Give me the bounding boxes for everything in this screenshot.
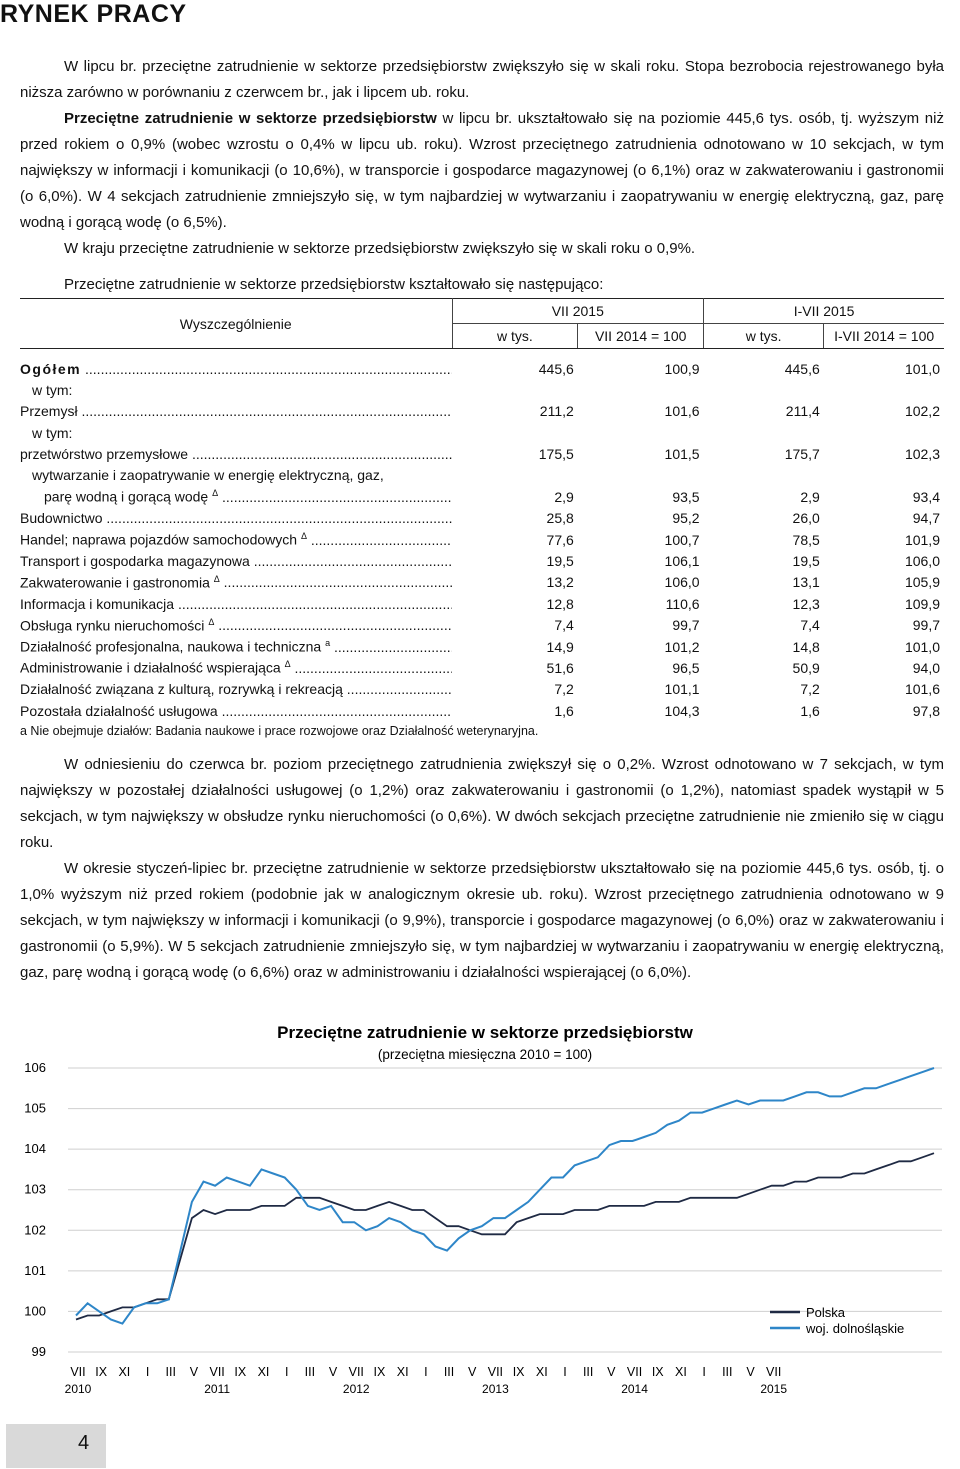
row-label xyxy=(20,548,452,569)
x-tick-label: XI xyxy=(675,1365,687,1379)
x-tick-label: V xyxy=(468,1365,477,1379)
table-row xyxy=(20,676,944,697)
x-tick-label: VII xyxy=(487,1365,504,1379)
table-row xyxy=(20,697,944,718)
row-label-text: Pozostała działalność usługowa xyxy=(20,702,218,719)
body-text xyxy=(20,752,944,986)
table-row xyxy=(20,462,944,483)
x-year-label: 2010 xyxy=(64,1382,92,1396)
row-label-text: Administrowanie i działalność wspierająca xyxy=(20,659,281,676)
table-cell xyxy=(704,419,824,440)
row-label xyxy=(20,505,452,526)
row-label xyxy=(20,483,452,504)
row-label-text: Ogółem xyxy=(20,360,82,377)
table-cell xyxy=(452,419,578,440)
x-tick-label: V xyxy=(328,1365,338,1379)
legend-label: Polska xyxy=(806,1305,846,1320)
section-title: RYNEK PRACY xyxy=(0,0,187,28)
x-tick-label: VII xyxy=(70,1365,86,1379)
table-cell: 102,3 xyxy=(904,446,940,463)
x-tick-label: III xyxy=(165,1365,176,1379)
table-row xyxy=(20,398,944,419)
table-subheader-2: VII 2014 = 100 xyxy=(578,324,704,349)
table-cell: 99,7 xyxy=(912,617,940,634)
leader-dots xyxy=(103,510,453,526)
y-axis-ticks xyxy=(24,1060,46,1359)
table-cell: 12,8 xyxy=(546,595,574,612)
table-header-label: Wyszczególnienie xyxy=(20,299,452,349)
table-cell: 105,9 xyxy=(904,574,940,591)
table-cell: 7,2 xyxy=(554,681,574,698)
x-tick-label: I xyxy=(563,1365,567,1379)
row-label xyxy=(20,377,452,398)
table-cell: 97,8 xyxy=(912,702,940,719)
table-row xyxy=(20,377,944,398)
table-cell: 14,9 xyxy=(546,638,574,655)
row-label-text: w tym: xyxy=(32,424,73,441)
row-label xyxy=(20,419,452,440)
table-row xyxy=(20,633,944,654)
row-label-text: Transport i gospodarka magazynowa xyxy=(20,553,250,570)
table-row xyxy=(20,612,944,633)
table-cell xyxy=(704,377,824,398)
table-cell xyxy=(578,377,704,398)
table-cell: 2,9 xyxy=(554,488,574,505)
table-cell xyxy=(824,377,944,398)
row-label-footnote-mark: Δ xyxy=(208,616,215,627)
table-row xyxy=(20,419,944,440)
leader-dots xyxy=(330,639,452,655)
row-label xyxy=(20,676,452,697)
row-label xyxy=(20,612,452,633)
row-label-footnote-mark: Δ xyxy=(300,530,307,541)
x-tick-label: IX xyxy=(95,1365,108,1379)
table-cell: 104,3 xyxy=(664,702,700,719)
leader-dots xyxy=(81,361,452,377)
x-tick-label: I xyxy=(284,1365,289,1379)
table-cell: 19,5 xyxy=(792,553,820,570)
y-tick-label: 106 xyxy=(24,1060,46,1075)
table-cell: 13,2 xyxy=(546,574,574,591)
table-footnote: a Nie obejmuje działów: Badania naukowe i prace rozwojowe oraz Działalność weterynaryjna. xyxy=(20,724,539,738)
table-cell: 101,6 xyxy=(904,681,940,698)
table-cell: 101,5 xyxy=(664,446,700,463)
table-cell: 19,5 xyxy=(546,553,574,570)
y-tick-label: 101 xyxy=(24,1262,46,1278)
x-year-label: 2012 xyxy=(342,1382,370,1396)
page-number: 4 xyxy=(78,1432,90,1454)
table-cell: 2,9 xyxy=(800,488,820,505)
table-cell xyxy=(578,462,704,483)
row-label-text: Działalność związana z kulturą, rozrywką i rekreacją xyxy=(20,681,343,698)
table-cell: 94,0 xyxy=(912,659,940,676)
table-cell: 101,0 xyxy=(904,638,940,655)
x-tick-label: III xyxy=(722,1365,733,1379)
table-subheader-4: I-VII 2014 = 100 xyxy=(824,324,944,349)
x-year-label: 2011 xyxy=(204,1382,231,1396)
row-label-text: parę wodną i gorącą wodę xyxy=(44,488,209,505)
table-cell: 95,2 xyxy=(672,510,700,527)
y-tick-label: 105 xyxy=(24,1100,46,1116)
table-cell: 99,7 xyxy=(672,617,700,634)
row-label xyxy=(20,526,452,547)
x-tick-label: V xyxy=(607,1365,616,1379)
table-cell: 1,6 xyxy=(800,702,820,719)
leader-dots xyxy=(78,403,452,419)
table-row xyxy=(20,483,944,504)
intro-paragraph-1: W lipcu br. przeciętne zatrudnienie w sektorze przedsiębiorstw zwiększyło się w skali roku. Stopa bezrobocia rejestrowanego była niższa zarówno w porównaniu z czerwcem br., jak i lipcem ub. roku. xyxy=(20,58,944,101)
table-cell: 102,2 xyxy=(904,403,940,420)
table-cell: 13,1 xyxy=(792,574,820,591)
intro-bold-phrase: Przeciętne zatrudnienie w sektorze przedsiębiorstw xyxy=(64,110,437,127)
table-cell: 26,0 xyxy=(792,510,820,527)
table-cell: 211,2 xyxy=(539,403,574,420)
x-tick-label: IX xyxy=(512,1365,525,1379)
row-label-text: Budownictwo xyxy=(20,510,103,527)
table-cell: 7,2 xyxy=(800,681,820,698)
row-label-text: w tym: xyxy=(32,381,73,398)
table-cell: 25,8 xyxy=(546,510,574,527)
leader-dots xyxy=(291,660,452,676)
leader-dots xyxy=(218,489,452,505)
table-row xyxy=(20,349,944,377)
table-cell: 77,6 xyxy=(546,531,574,548)
x-tick-label: XI xyxy=(396,1365,409,1379)
table-cell xyxy=(452,377,578,398)
table-cell xyxy=(704,462,824,483)
employment-line-chart xyxy=(10,1012,950,1422)
table-cell: 7,4 xyxy=(554,617,574,634)
table-cell: 96,5 xyxy=(672,659,700,676)
x-tick-label: V xyxy=(746,1365,755,1379)
table-cell: 100,9 xyxy=(664,360,700,377)
row-label xyxy=(20,590,452,611)
row-label xyxy=(20,633,452,654)
row-label xyxy=(20,655,452,676)
y-tick-label: 99 xyxy=(31,1344,46,1359)
x-tick-label: IX xyxy=(651,1365,664,1379)
table-cell: 106,0 xyxy=(904,553,940,570)
x-tick-label: IX xyxy=(234,1365,247,1379)
x-tick-label: VII xyxy=(626,1365,643,1379)
row-label-text: Handel; naprawa pojazdów samochodowych xyxy=(20,531,298,548)
x-year-label: 2015 xyxy=(760,1382,788,1396)
row-label-text: Zakwaterowanie i gastronomia xyxy=(20,574,210,591)
table-row xyxy=(20,590,944,611)
intro-paragraph-3: W kraju przeciętne zatrudnienie w sektorze przedsiębiorstw zwiększyło się w skali roku o 0,9%. xyxy=(64,240,696,257)
leader-dots xyxy=(250,553,452,569)
x-tick-label: VII xyxy=(766,1365,782,1379)
table-cell: 1,6 xyxy=(554,702,574,719)
series-line-dolnoslaskie xyxy=(76,1068,934,1324)
leader-dots xyxy=(343,681,452,697)
table-cell: 94,7 xyxy=(912,510,940,527)
table-row xyxy=(20,655,944,676)
table-cell: 101,2 xyxy=(664,638,700,655)
table-cell: 101,1 xyxy=(664,681,700,698)
table-header-group-2: I-VII 2015 xyxy=(704,299,944,324)
row-label-footnote-mark: Δ xyxy=(212,488,219,499)
chart-legend xyxy=(770,1305,904,1336)
table-subheader-3: w tys. xyxy=(704,324,824,349)
table-cell: 101,6 xyxy=(664,403,700,420)
chart-title: Przeciętne zatrudnienie w sektorze przedsiębiorstw xyxy=(277,1023,693,1042)
chart-series xyxy=(76,1068,934,1324)
table-cell: 175,7 xyxy=(784,446,820,463)
leader-dots xyxy=(220,574,452,590)
table-cell: 175,5 xyxy=(538,446,574,463)
x-tick-label: I xyxy=(145,1365,150,1379)
table-cell xyxy=(824,462,944,483)
table-body xyxy=(20,349,944,719)
table-row xyxy=(20,548,944,569)
row-label-footnote-mark: Δ xyxy=(213,573,220,584)
table-row xyxy=(20,569,944,590)
x-tick-label: XI xyxy=(535,1365,548,1379)
leader-dots xyxy=(188,446,452,462)
row-label xyxy=(20,441,452,462)
row-label xyxy=(20,569,452,590)
table-row xyxy=(20,441,944,462)
table-cell: 106,1 xyxy=(664,553,700,570)
table-row xyxy=(20,526,944,547)
table-cell: 51,6 xyxy=(546,659,574,676)
table-cell: 109,9 xyxy=(904,595,940,612)
x-tick-label: VII xyxy=(348,1365,364,1379)
x-tick-label: III xyxy=(443,1365,455,1379)
y-tick-label: 102 xyxy=(24,1222,46,1238)
row-label-text: Informacja i komunikacja xyxy=(20,595,175,612)
table-cell: 211,4 xyxy=(785,403,820,420)
row-label-text: wytwarzanie i zaopatrywanie w energię elektryczną, gaz, xyxy=(32,467,384,484)
x-tick-label: III xyxy=(582,1365,594,1379)
intro-paragraph-2 xyxy=(20,106,944,236)
leader-dots xyxy=(307,532,452,548)
table-cell: 93,4 xyxy=(912,488,940,505)
x-tick-label: III xyxy=(304,1365,316,1379)
table-row xyxy=(20,505,944,526)
table-cell: 78,5 xyxy=(792,531,820,548)
table-caption: Przeciętne zatrudnienie w sektorze przedsiębiorstw kształtowało się następująco: xyxy=(64,276,604,293)
page-number-box xyxy=(6,1424,106,1468)
leader-dots xyxy=(214,617,452,633)
legend-label: woj. dolnośląskie xyxy=(806,1321,905,1336)
table-cell: 14,8 xyxy=(792,638,820,655)
intro-text xyxy=(20,54,944,262)
x-year-label: 2013 xyxy=(482,1382,509,1396)
table-cell: 445,6 xyxy=(784,360,820,377)
x-tick-label: V xyxy=(189,1365,199,1379)
row-label-text: Przemysł xyxy=(20,403,78,420)
intro-paragraph-2-rest: w lipcu br. ukształtowało się na poziomie 445,6 tys. osób, tj. wyższym niż przed rokiem o 0,9% (wobec wzrostu o 0,4% w lipcu ub. roku). Wzrost przeciętnego zatrudnienia odnotowano w 10 sekcjach, w tym największy w informacji i komunikacji (o 10,6%), w transporcie i gospodarce magazynowej (o 6,1%) oraz w zakwaterowaniu i gastronomii (o 6,0%). W 4 sekcjach zatrudnienie zmniejszyło się, w tym najbardziej w wytwarzaniu i zaopatrywaniu w energię elektryczną, gaz, parę wodną i gorącą wodę (o 6,5%). xyxy=(20,110,944,231)
y-tick-label: 100 xyxy=(24,1303,46,1319)
y-tick-label: 103 xyxy=(24,1181,46,1197)
x-tick-label: XI xyxy=(118,1365,131,1379)
table-cell: 50,9 xyxy=(792,659,820,676)
table-cell xyxy=(452,462,578,483)
x-axis-ticks xyxy=(65,1365,788,1396)
row-label-text: Obsługa rynku nieruchomości xyxy=(20,617,205,634)
row-label-text: Działalność profesjonalna, naukowa i techniczna xyxy=(20,638,322,655)
row-label xyxy=(20,697,452,718)
table-cell xyxy=(578,419,704,440)
x-tick-label: IX xyxy=(373,1365,386,1379)
x-tick-label: VII xyxy=(209,1365,225,1379)
table-cell: 110,6 xyxy=(665,595,700,612)
table-cell xyxy=(824,419,944,440)
row-label xyxy=(20,462,452,483)
body-paragraph-2: W okresie styczeń-lipiec br. przeciętne zatrudnienie w sektorze przedsiębiorstw ukształtowało się na poziomie 445,6 tys. osób, tj. o 1,0% wyższym niż przed rokiem (podobnie jak w analogicznym okresie ub. roku). Wzrost przeciętnego zatrudnienia odnotowano w 9 sekcjach, w tym największy w informacji i komunikacji (o 9,9%), transporcie i gospodarce magazynowej (o 6,0%) oraz w zakwaterowaniu i gastronomii (o 5,9%). W 5 sekcjach zatrudnienie zmniejszyło się, w tym najbardziej w wytwarzaniu i zaopatrywaniu w energię elektryczną, gaz, parę wodną i gorącą wodę (o 6,6%) oraz w administrowaniu i działalności wspierającej (o 6,0%). xyxy=(20,860,944,981)
leader-dots xyxy=(174,596,452,612)
table-header-group-1: VII 2015 xyxy=(452,299,704,324)
body-paragraph-1: W odniesieniu do czerwca br. poziom przeciętnego zatrudnienia zwiększył się o 0,2%. Wzrost odnotowano w 7 sekcjach, w tym największy w pozostałej działalności usługowej (o 1,2%) oraz zakwaterowaniu i gastronomii (o 1,2%), natomiast spadek wystąpił w 5 sekcjach, w tym największy w obsłudze rynku nieruchomości (o 0,6%). W dwóch sekcjach przeciętne zatrudnienie nie zmieniło się w ciągu roku. xyxy=(20,756,944,851)
y-tick-label: 104 xyxy=(24,1141,46,1157)
table-cell: 106,0 xyxy=(664,574,700,591)
table-cell: 101,0 xyxy=(904,360,940,377)
x-tick-label: I xyxy=(424,1365,428,1379)
table-cell: 101,9 xyxy=(904,531,940,548)
row-label-text: przetwórstwo przemysłowe xyxy=(20,446,189,463)
x-year-label: 2014 xyxy=(621,1382,648,1396)
table-cell: 445,6 xyxy=(538,360,574,377)
table-cell: 93,5 xyxy=(672,488,700,505)
series-line-polska xyxy=(76,1153,934,1319)
row-label-footnote-mark: a xyxy=(325,637,331,648)
row-label-footnote-mark: Δ xyxy=(284,659,291,670)
table-cell: 12,3 xyxy=(792,595,820,612)
x-tick-label: XI xyxy=(257,1365,270,1379)
table-cell: 100,7 xyxy=(664,531,700,548)
leader-dots xyxy=(218,703,452,719)
table-subheader-1: w tys. xyxy=(452,324,578,349)
x-tick-label: I xyxy=(702,1365,706,1379)
row-label xyxy=(20,349,452,377)
employment-table xyxy=(20,298,944,719)
chart-subtitle: (przeciętna miesięczna 2010 = 100) xyxy=(377,1047,593,1062)
table-cell: 7,4 xyxy=(800,617,820,634)
row-label xyxy=(20,398,452,419)
